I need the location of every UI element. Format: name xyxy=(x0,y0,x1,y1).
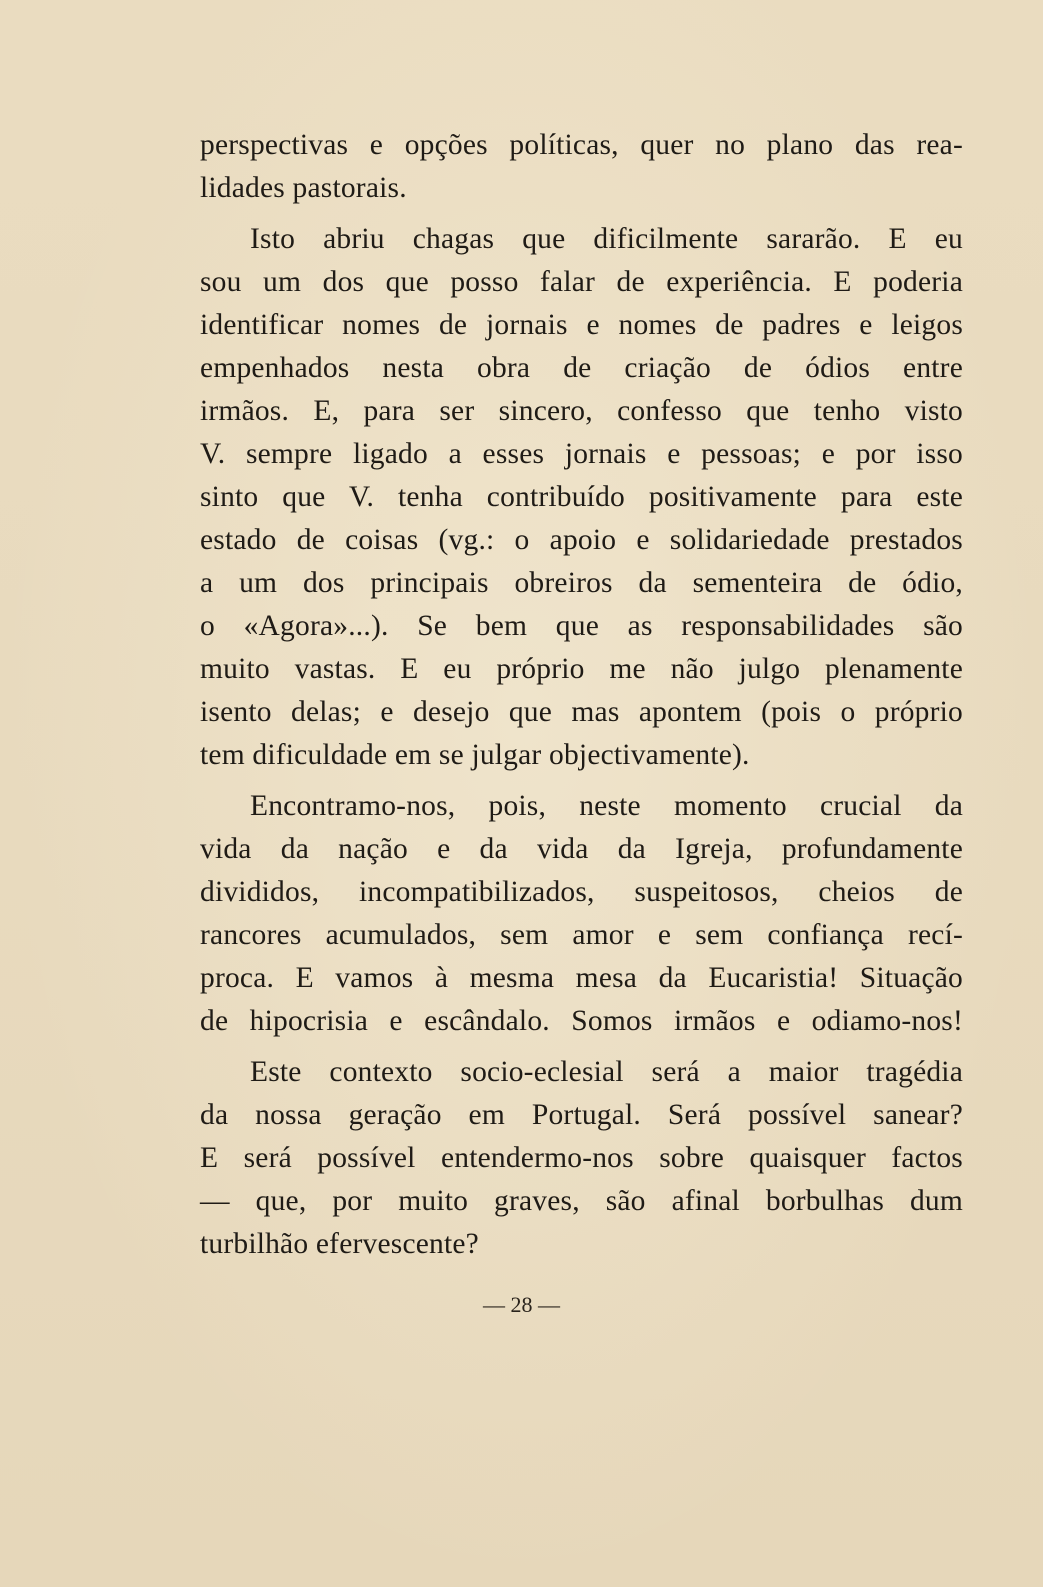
page-number: — 28 — xyxy=(483,1292,560,1317)
text-line: rancores acumulados, sem amor e sem confiança recí- xyxy=(200,919,963,951)
text-line: Encontramo-nos, pois, neste momento crucial da xyxy=(250,790,963,822)
text-line: a um dos principais obreiros da sementeira de ódio, xyxy=(200,567,963,599)
text-line: perspectivas e opções políticas, quer no plano das rea- xyxy=(200,129,963,161)
text-line: E será possível entendermo-nos sobre quaisquer factos xyxy=(200,1142,963,1174)
text-line: proca. E vamos à mesma mesa da Eucaristia! Situação xyxy=(200,962,963,994)
text-line: Este contexto socio-eclesial será a maior tragédia xyxy=(250,1056,963,1088)
text-line: vida da nação e da vida da Igreja, profundamente xyxy=(200,833,963,865)
text-line: turbilhão efervescente? xyxy=(200,1228,479,1260)
paragraph-2 xyxy=(200,218,963,777)
text-line: da nossa geração em Portugal. Será possível sanear? xyxy=(200,1099,963,1131)
body-text xyxy=(200,124,963,1274)
text-line: empenhados nesta obra de criação de ódios entre xyxy=(200,352,963,384)
paragraph-1 xyxy=(200,124,963,210)
text-line: tem dificuldade em se julgar objectivamente). xyxy=(200,739,750,771)
text-line: V. sempre ligado a esses jornais e pessoas; e por isso xyxy=(200,438,963,470)
text-line: irmãos. E, para ser sincero, confesso que tenho visto xyxy=(200,395,963,427)
paragraph-4 xyxy=(200,1051,963,1266)
text-line: sinto que V. tenha contribuído positivamente para este xyxy=(200,481,963,513)
text-line: de hipocrisia e escândalo. Somos irmãos e odiamo-nos! xyxy=(200,1005,963,1037)
text-line: Isto abriu chagas que dificilmente sararão. E eu xyxy=(250,223,963,255)
text-line: divididos, incompatibilizados, suspeitosos, cheios de xyxy=(200,876,963,908)
text-line: muito vastas. E eu próprio me não julgo plenamente xyxy=(200,653,963,685)
text-line: sou um dos que posso falar de experiência. E poderia xyxy=(200,266,963,298)
text-line: — que, por muito graves, são afinal borbulhas dum xyxy=(200,1185,963,1217)
paragraph-3 xyxy=(200,785,963,1043)
text-line: o «Agora»...). Se bem que as responsabilidades são xyxy=(200,610,963,642)
text-line: identificar nomes de jornais e nomes de padres e leigos xyxy=(200,309,963,341)
text-line: estado de coisas (vg.: o apoio e solidariedade prestados xyxy=(200,524,963,556)
text-line: lidades pastorais. xyxy=(200,172,407,204)
text-line: isento delas; e desejo que mas apontem (pois o próprio xyxy=(200,696,963,728)
